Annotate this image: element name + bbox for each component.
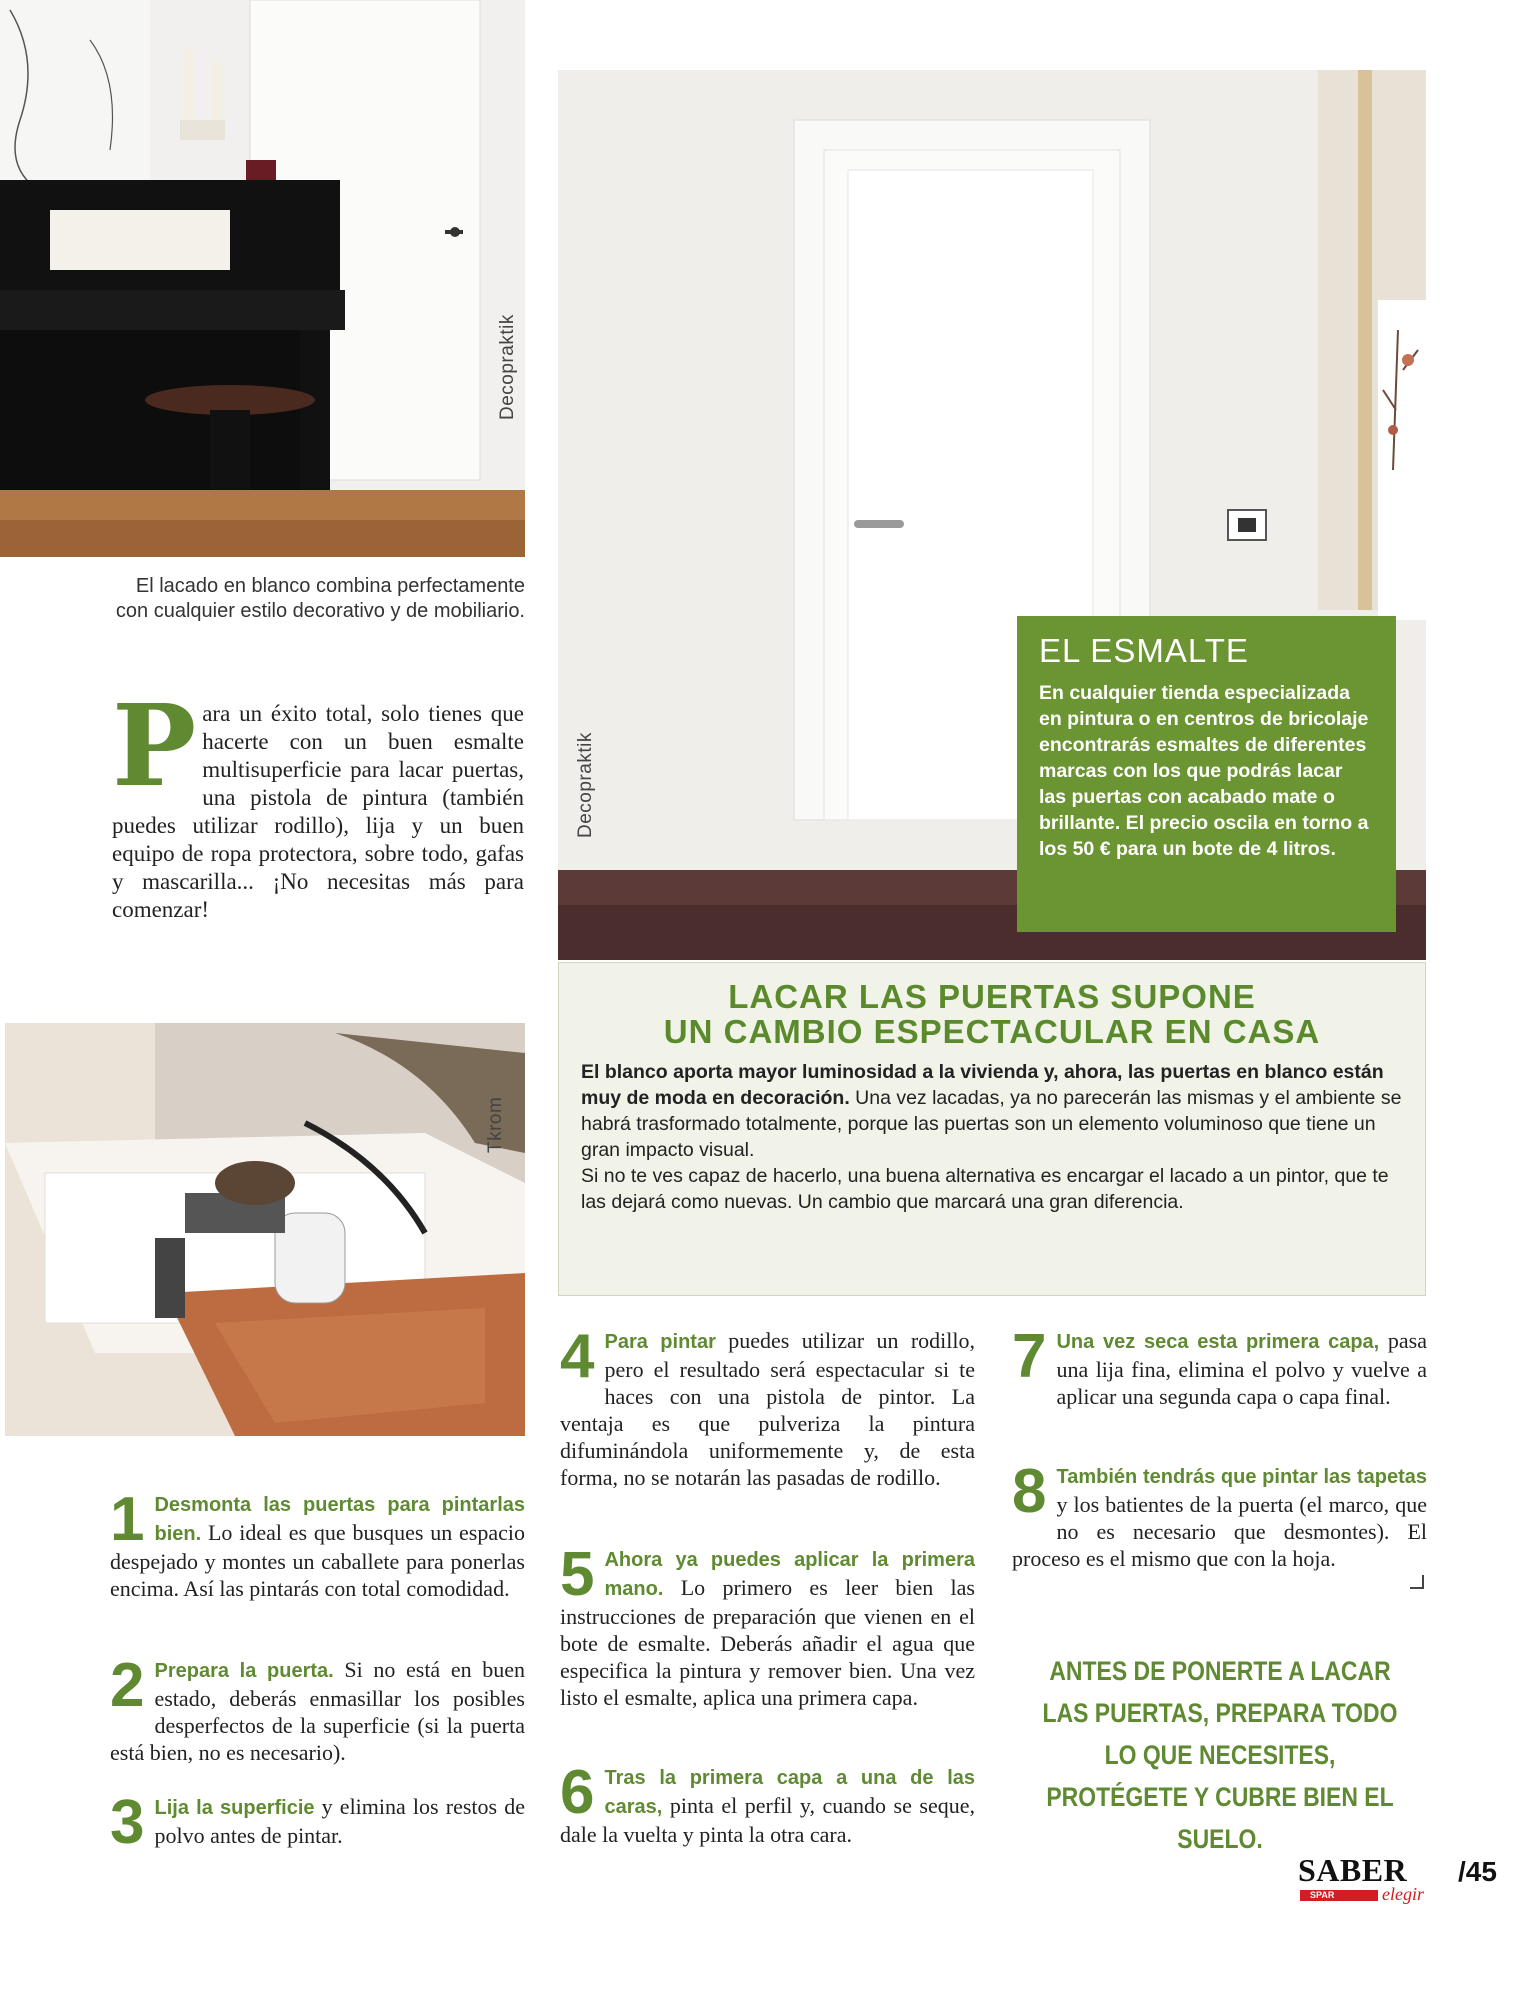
drop-cap: P	[112, 681, 197, 812]
step-lead: También tendrás que pintar las tapetas	[1056, 1466, 1427, 1488]
step-lead: Desmonta las puertas para pintarlas bien.	[154, 1494, 525, 1545]
step-text: y elimina los restos de polvo antes de pintar.	[154, 1794, 525, 1848]
info-box	[558, 962, 1426, 1296]
step-8	[1012, 1457, 1427, 1572]
step-number: 2	[110, 1651, 145, 1720]
brand-logo: SABER	[1298, 1852, 1408, 1888]
step-number: 7	[1012, 1322, 1047, 1391]
step-1	[110, 1485, 525, 1602]
esmalte-sidebar	[1017, 616, 1396, 932]
photo-caption: El lacado en blanco combina perfectamente con cualquier estilo decorativo y de mobiliario.	[115, 575, 525, 622]
footer	[1298, 1852, 1498, 1912]
pull-quote: ANTES DE PONERTE A LACAR LAS PUERTAS, PREPARA TODO LO QUE NECESITES, PROTÉGETE Y CUBRE BIEN EL SUELO.	[1042, 1656, 1398, 1854]
step-5	[560, 1540, 975, 1711]
step-7	[1012, 1322, 1427, 1410]
step-lead: Una vez seca esta primera capa,	[1056, 1331, 1380, 1353]
info-text-1: Una vez lacadas, ya no parecerán las mismas y el ambiente se habrá trasformado totalmente, porque las puertas son un elemento voluminoso que tiene un gran impacto visual.	[581, 1087, 1402, 1161]
step-number: 3	[110, 1788, 145, 1857]
step-lead: Lija la superficie	[154, 1797, 315, 1819]
intro-paragraph	[112, 681, 524, 924]
spar-logo: SPAR	[1300, 1890, 1378, 1901]
info-title-line1: LACAR LAS PUERTAS SUPONE	[728, 978, 1256, 1015]
brand-tagline: elegir	[1382, 1884, 1424, 1904]
step-number: 8	[1012, 1457, 1047, 1526]
esmalte-text: En cualquier tienda especializada en pintura o en centros de bricolaje encontrarás esmaltes de diferentes marcas con los que podrás lacar las puertas con acabado mate o brillante. El precio oscila en torno a los 50 € para un bote de 4 litros.	[1039, 682, 1369, 860]
info-paragraph-1	[581, 1059, 1403, 1163]
step-text: y los batientes de la puerta (el marco, que no es necesario que desmontes). El proceso es el mismo que con la hoja.	[1012, 1492, 1427, 1571]
step-lead: Prepara la puerta.	[154, 1660, 334, 1682]
step-number: 4	[560, 1322, 595, 1391]
step-number: 1	[110, 1485, 145, 1554]
step-text: puedes utilizar un rodillo, pero el resultado será espectacular si te haces con una pistola de pintor. La ventaja es que pulveriza la pintura difuminándola uniformemente y, de esta forma, no se notarán las pasadas de rodillo.	[560, 1328, 976, 1490]
intro-text: ara un éxito total, solo tienes que hacerte con un buen esmalte multisuperficie para lacar puertas, una pistola de pintura (también puedes utilizar rodillo), lija y un buen equipo de ropa protectora, sobre todo, gafas y mascarilla... ¡No necesitas más para comenzar!	[112, 701, 524, 922]
step-lead: Ahora ya puedes aplicar la primera mano.	[604, 1549, 975, 1600]
step-3	[110, 1788, 525, 1857]
step-text: pasa una lija fina, elimina el polvo y vuelve a aplicar una segunda capa o capa final.	[1056, 1328, 1427, 1409]
step-text: Lo primero es leer bien las instrucciones de preparación que vienen en el bote de esmalte. Deberás añadir el agua que especifica la pintura y remover bien. Una vez listo el esmalte, aplica una primera capa.	[560, 1575, 975, 1710]
step-2	[110, 1651, 525, 1766]
step-number: 6	[560, 1758, 595, 1827]
info-paragraph-2: Si no te ves capaz de hacerlo, una buena alternativa es encargar el lacado a un pintor, que te las dejará como nuevas. Un cambio que marcará una gran diferencia.	[581, 1165, 1389, 1213]
esmalte-title: EL ESMALTE	[1039, 632, 1249, 669]
step-text: Lo ideal es que busques un espacio despejado y montes un caballete para ponerlas encima. Así las pintarás con total comodidad.	[110, 1520, 525, 1601]
step-lead: Tras la primera capa a una de las caras,	[604, 1767, 975, 1818]
spray-illustration	[5, 1023, 525, 1436]
photo-credit-spray: Tkrom	[485, 1096, 506, 1153]
step-lead: Para pintar	[604, 1331, 716, 1353]
piano-photo	[0, 0, 525, 557]
step-text: pinta el perfil y, cuando se seque, dale la vuelta y pinta la otra cara.	[560, 1793, 975, 1847]
step-text: Si no está en buen estado, deberás enmasillar los posibles desperfectos de la superficie (si la puerta está bien, no es necesario).	[110, 1657, 525, 1765]
photo-credit-door: Decopraktik	[575, 732, 596, 838]
info-title	[581, 979, 1403, 1049]
page-number: /45	[1458, 1856, 1497, 1887]
end-of-article-icon	[1410, 1575, 1424, 1589]
info-bold-text: El blanco aporta mayor luminosidad a la vivienda y, ahora, las puertas en blanco están muy de moda en decoración.	[581, 1061, 1384, 1109]
info-title-line2: UN CAMBIO ESPECTACULAR EN CASA	[663, 1013, 1321, 1050]
piano-illustration	[0, 0, 525, 557]
step-4	[560, 1322, 976, 1491]
step-6	[560, 1758, 975, 1848]
step-number: 5	[560, 1540, 595, 1609]
photo-credit-piano: Decopraktik	[497, 314, 518, 420]
spray-photo	[5, 1023, 525, 1436]
